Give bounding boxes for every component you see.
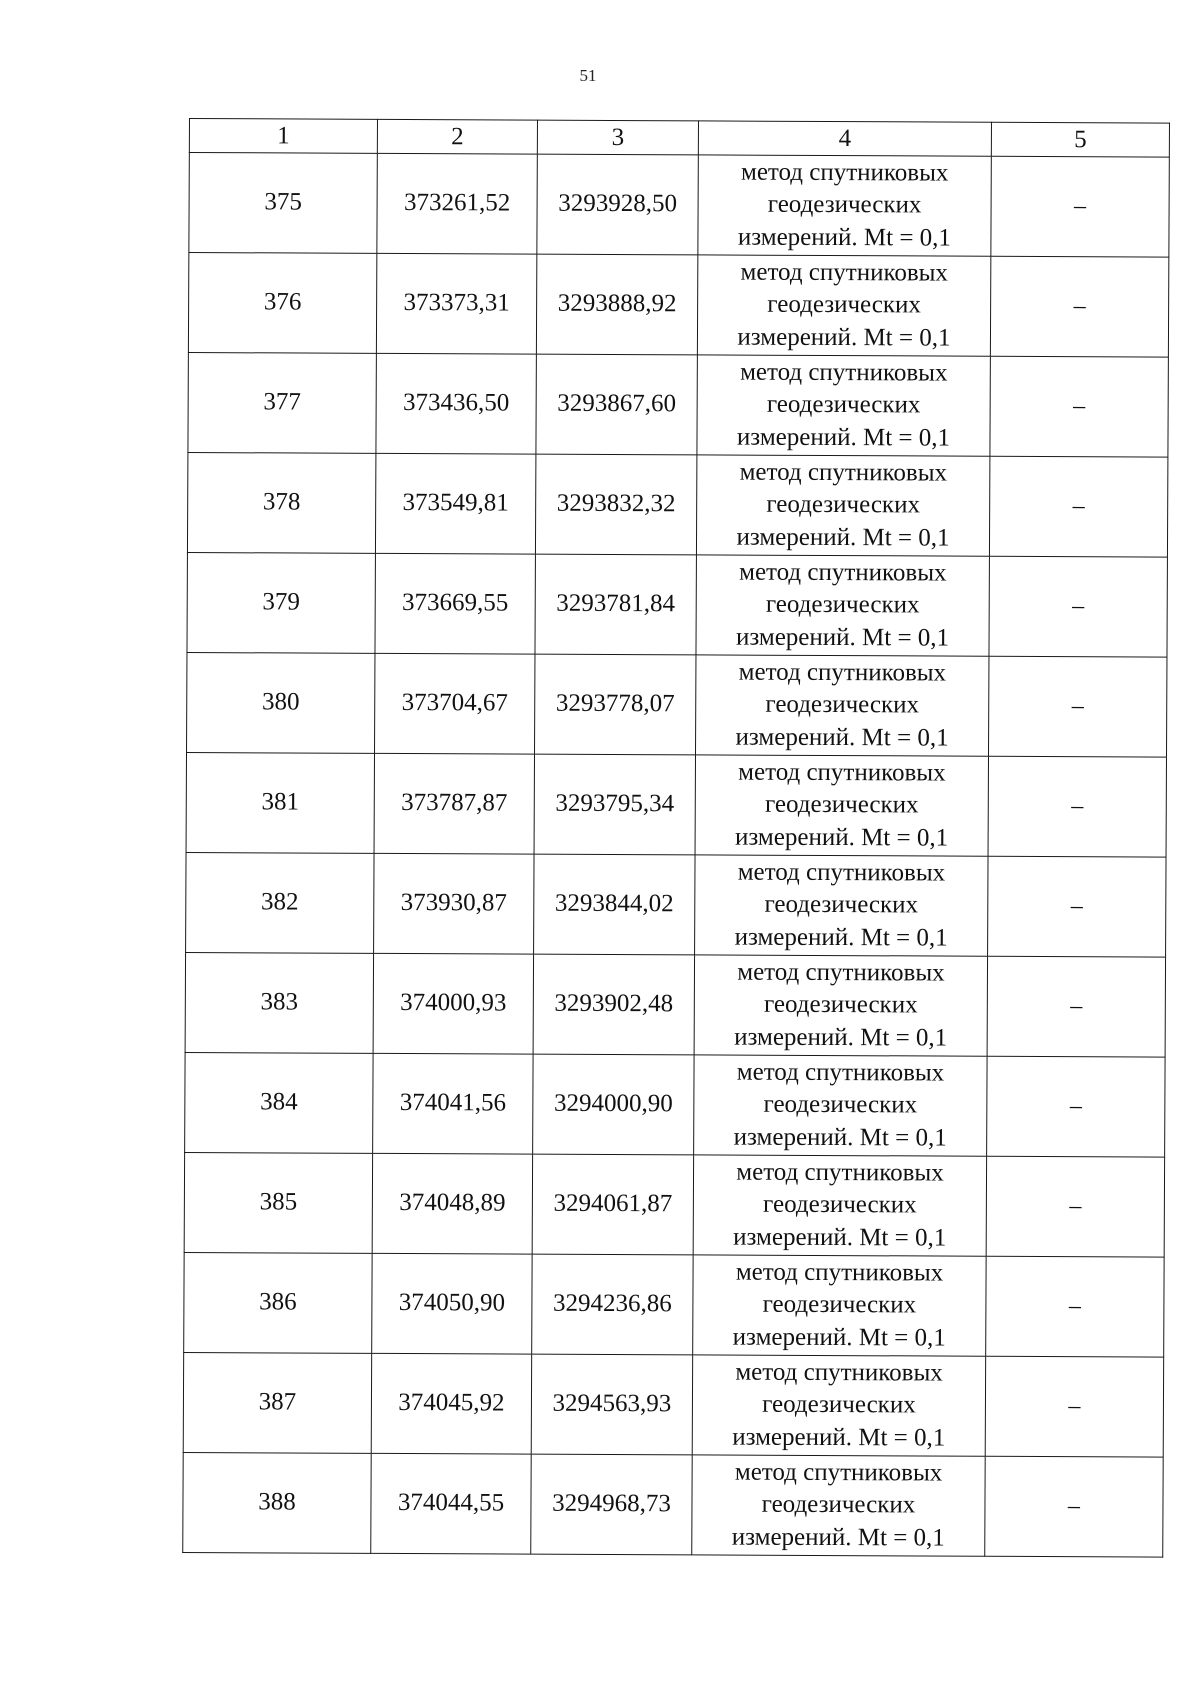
column-header-4: 4 [698, 121, 991, 156]
table-row [187, 552, 1167, 657]
method-line: измерений. Mt = 0,1 [735, 623, 950, 652]
coordinate-x-cell: 374041,56 [373, 1053, 533, 1154]
table-row [184, 1152, 1164, 1257]
note-cell: – [987, 956, 1165, 1057]
table-row [189, 153, 1169, 258]
method-cell [696, 655, 989, 756]
method-line: измерений. Mt = 0,1 [736, 423, 951, 452]
coordinate-y-cell: 3294563,93 [531, 1354, 692, 1455]
coordinate-x-cell: 373787,87 [374, 753, 534, 854]
coordinate-y-cell: 3293781,84 [535, 554, 696, 655]
method-cell [694, 955, 987, 1056]
note-cell: – [986, 1156, 1164, 1257]
point-number-cell: 379 [187, 552, 375, 653]
method-line: метод спутниковых [739, 558, 947, 587]
note-cell: – [985, 1456, 1163, 1557]
method-line: измерений. Mt = 0,1 [733, 1123, 947, 1152]
coordinate-y-cell: 3293867,60 [536, 354, 697, 455]
method-line: геодезических [761, 1490, 916, 1519]
method-line: геодезических [763, 1190, 917, 1219]
coordinate-y-cell: 3293832,32 [535, 454, 696, 555]
coordinate-x-cell: 374050,90 [372, 1253, 532, 1354]
point-number-cell: 385 [184, 1152, 372, 1253]
method-line: измерений. Mt = 0,1 [731, 1523, 945, 1552]
method-cell [696, 555, 989, 656]
coordinate-x-cell: 373436,50 [376, 353, 536, 454]
method-line: метод спутниковых [735, 1258, 944, 1287]
note-cell: – [986, 1256, 1164, 1357]
method-cell [692, 1455, 985, 1556]
method-line: геодезических [766, 490, 921, 519]
method-cell [698, 155, 991, 256]
point-number-cell: 381 [186, 752, 374, 853]
note-cell: – [991, 156, 1169, 257]
method-line: измерений. Mt = 0,1 [732, 1423, 946, 1452]
coordinate-y-cell: 3294236,86 [532, 1254, 693, 1355]
point-number-cell: 382 [186, 852, 374, 953]
method-cell [697, 255, 990, 356]
point-number-cell: 377 [188, 352, 376, 453]
note-cell: – [989, 456, 1167, 557]
method-line: измерений. Mt = 0,1 [737, 223, 952, 252]
method-line: метод спутниковых [740, 158, 949, 187]
coordinate-x-cell: 373549,81 [375, 453, 535, 554]
method-line: геодезических [767, 290, 921, 319]
point-number-cell: 375 [189, 153, 377, 254]
column-header-2: 2 [377, 119, 537, 154]
method-line: измерений. Mt = 0,1 [734, 1023, 948, 1052]
table-header-row [189, 119, 1169, 158]
table-row [188, 253, 1168, 358]
coordinate-x-cell: 373930,87 [374, 853, 534, 954]
coordinate-x-cell: 373261,52 [377, 153, 537, 254]
note-cell: – [989, 556, 1167, 657]
coordinate-y-cell: 3293795,34 [534, 754, 695, 855]
note-cell: – [990, 256, 1168, 357]
coordinate-x-cell: 373373,31 [376, 253, 536, 354]
coordinate-x-cell: 373704,67 [375, 653, 535, 754]
table-row [187, 452, 1167, 557]
method-line: геодезических [762, 1390, 916, 1419]
coordinate-y-cell: 3294968,73 [531, 1454, 692, 1555]
coordinate-y-cell: 3293844,02 [534, 854, 695, 955]
method-line: геодезических [764, 790, 919, 819]
point-number-cell: 376 [188, 253, 376, 354]
coordinates-table [182, 118, 1170, 1558]
method-line: геодезических [763, 990, 918, 1019]
table-row [183, 1352, 1163, 1457]
method-line: метод спутниковых [735, 1358, 943, 1387]
method-line: измерений. Mt = 0,1 [734, 923, 948, 952]
method-line: метод спутниковых [737, 958, 945, 987]
page-number: 51 [579, 66, 597, 85]
method-line: измерений. Mt = 0,1 [735, 823, 949, 852]
method-line: метод спутниковых [738, 658, 947, 687]
note-cell: – [988, 756, 1166, 857]
coordinate-y-cell: 3294000,90 [533, 1054, 694, 1155]
note-cell: – [989, 656, 1167, 757]
method-cell [696, 455, 989, 556]
note-cell: – [988, 856, 1166, 957]
note-cell: – [987, 1056, 1165, 1157]
coordinate-y-cell: 3293778,07 [535, 654, 696, 755]
table-row [183, 1452, 1163, 1557]
method-cell [693, 1155, 986, 1256]
table-row [187, 652, 1167, 757]
method-cell [695, 855, 988, 956]
table-body [183, 153, 1170, 1558]
table-row [188, 352, 1168, 457]
method-line: измерений. Mt = 0,1 [732, 1323, 946, 1352]
method-line: метод спутниковых [740, 258, 949, 287]
coordinate-x-cell: 374000,93 [373, 953, 533, 1054]
point-number-cell: 387 [183, 1352, 371, 1453]
point-number-cell: 380 [187, 652, 375, 753]
point-number-cell: 386 [184, 1252, 372, 1353]
table-row [186, 852, 1166, 957]
coordinate-y-cell: 3293902,48 [533, 954, 694, 1055]
method-cell [694, 1055, 987, 1156]
method-line: геодезических [764, 890, 919, 919]
column-header-3: 3 [537, 120, 698, 155]
method-line: геодезических [766, 390, 921, 419]
method-line: метод спутниковых [738, 758, 946, 787]
note-cell: – [990, 356, 1168, 457]
coordinate-x-cell: 374044,55 [371, 1453, 531, 1554]
coordinate-y-cell: 3294061,87 [532, 1154, 693, 1255]
point-number-cell: 383 [185, 952, 373, 1053]
method-line: геодезических [763, 1090, 918, 1119]
coordinate-y-cell: 3293888,92 [536, 254, 697, 355]
point-number-cell: 378 [187, 452, 375, 553]
column-header-5: 5 [991, 122, 1169, 157]
coordinate-x-cell: 373669,55 [375, 553, 535, 654]
method-line: геодезических [762, 1290, 917, 1319]
method-line: геодезических [765, 690, 920, 719]
point-number-cell: 384 [185, 1052, 373, 1153]
coordinate-y-cell: 3293928,50 [537, 154, 698, 255]
method-line: метод спутниковых [734, 1458, 943, 1487]
coordinates-table-container [182, 118, 1169, 1558]
method-line: измерений. Mt = 0,1 [735, 723, 949, 752]
method-line: измерений. Mt = 0,1 [737, 323, 951, 352]
method-cell [693, 1255, 986, 1356]
note-cell: – [985, 1356, 1163, 1457]
method-line: геодезических [767, 190, 922, 219]
column-header-1: 1 [189, 119, 377, 154]
method-cell [697, 355, 990, 456]
method-line: метод спутниковых [737, 858, 946, 887]
method-cell [692, 1355, 985, 1456]
method-line: метод спутниковых [740, 358, 948, 387]
method-line: метод спутниковых [736, 1058, 945, 1087]
method-line: метод спутниковых [739, 458, 948, 487]
method-line: измерений. Mt = 0,1 [733, 1223, 947, 1252]
method-line: геодезических [765, 590, 920, 619]
method-line: метод спутниковых [736, 1158, 944, 1187]
point-number-cell: 388 [183, 1452, 371, 1553]
method-cell [695, 755, 988, 856]
method-line: измерений. Mt = 0,1 [736, 523, 950, 552]
coordinate-x-cell: 374045,92 [371, 1353, 531, 1454]
table-row [186, 752, 1166, 857]
table-row [185, 1052, 1165, 1157]
table-row [185, 952, 1165, 1057]
coordinate-x-cell: 374048,89 [372, 1153, 532, 1254]
table-row [184, 1252, 1164, 1357]
